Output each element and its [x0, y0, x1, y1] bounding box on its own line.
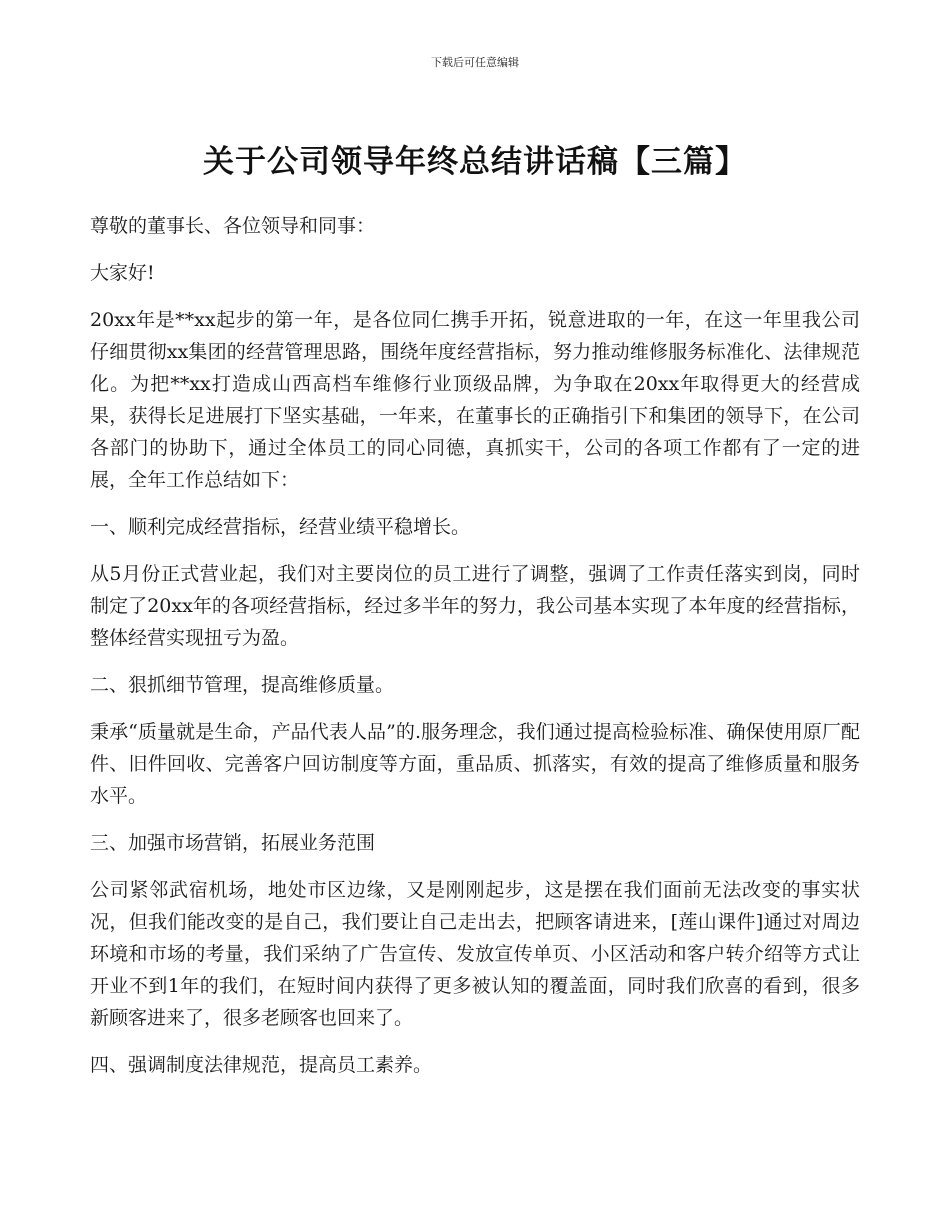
header-note: 下载后可任意编辑: [431, 56, 519, 69]
section-paragraph-3: 公司紧邻武宿机场，地处市区边缘，又是刚刚起步，这是摆在我们面前无法改变的事实状况，但我们能改变的是自己，我们要让自己走出去，把顾客请进来，[莲山课件]通过对周边环境和市场的考量，我们采纳了广告宣传、发放宣传单页、小区活动和客户转介绍等方式让开业不到1年的我们，在短时间内获得了更多被认知的覆盖面，同时我们欣喜的看到，很多新顾客进来了，很多老顾客也回来了。: [90, 879, 860, 1029]
greeting: 大家好!: [90, 262, 155, 284]
section-heading-2: 二、狠抓细节管理，提高维修质量。: [90, 674, 395, 696]
document-body: [90, 210, 860, 1096]
section-heading-1: 一、顺利完成经营指标，经营业绩平稳增长。: [90, 516, 471, 538]
section-heading-4: 四、强调制度法律规范，提高员工素养。: [90, 1054, 433, 1076]
document-title: 关于公司领导年终总结讲话稿【三篇】: [203, 144, 747, 180]
intro-paragraph: 20xx年是**xx起步的第一年，是各位同仁携手开拓，锐意进取的一年，在这一年里我公司仔细贯彻xx集团的经营管理思路，围绕年度经营指标，努力推动维修服务标准化、法律规范化。为把**xx打造成山西高档车维修行业顶级品牌，为争取在20xx年取得更大的经营成果，获得长足进展打下坚实基础，一年来，在董事长的正确指引下和集团的领导下，在公司各部门的协助下，通过全体员工的同心同德，真抓实干，公司的各项工作都有了一定的进展，全年工作总结如下：: [90, 309, 860, 491]
salutation: 尊敬的董事长、各位领导和同事：: [90, 215, 376, 237]
section-paragraph-1: 从5月份正式营业起，我们对主要岗位的员工进行了调整，强调了工作责任落实到岗，同时制定了20xx年的各项经营指标，经过多半年的努力，我公司基本实现了本年度的经营指标，整体经营实现扭亏为盈。: [90, 563, 860, 649]
section-heading-3: 三、加强市场营销，拓展业务范围: [90, 832, 376, 854]
section-paragraph-2: 秉承“质量就是生命，产品代表人品”的.服务理念，我们通过提高检验标准、确保使用原厂配件、旧件回收、完善客户回访制度等方面，重品质、抓落实，有效的提高了维修质量和服务水平。: [90, 721, 860, 807]
